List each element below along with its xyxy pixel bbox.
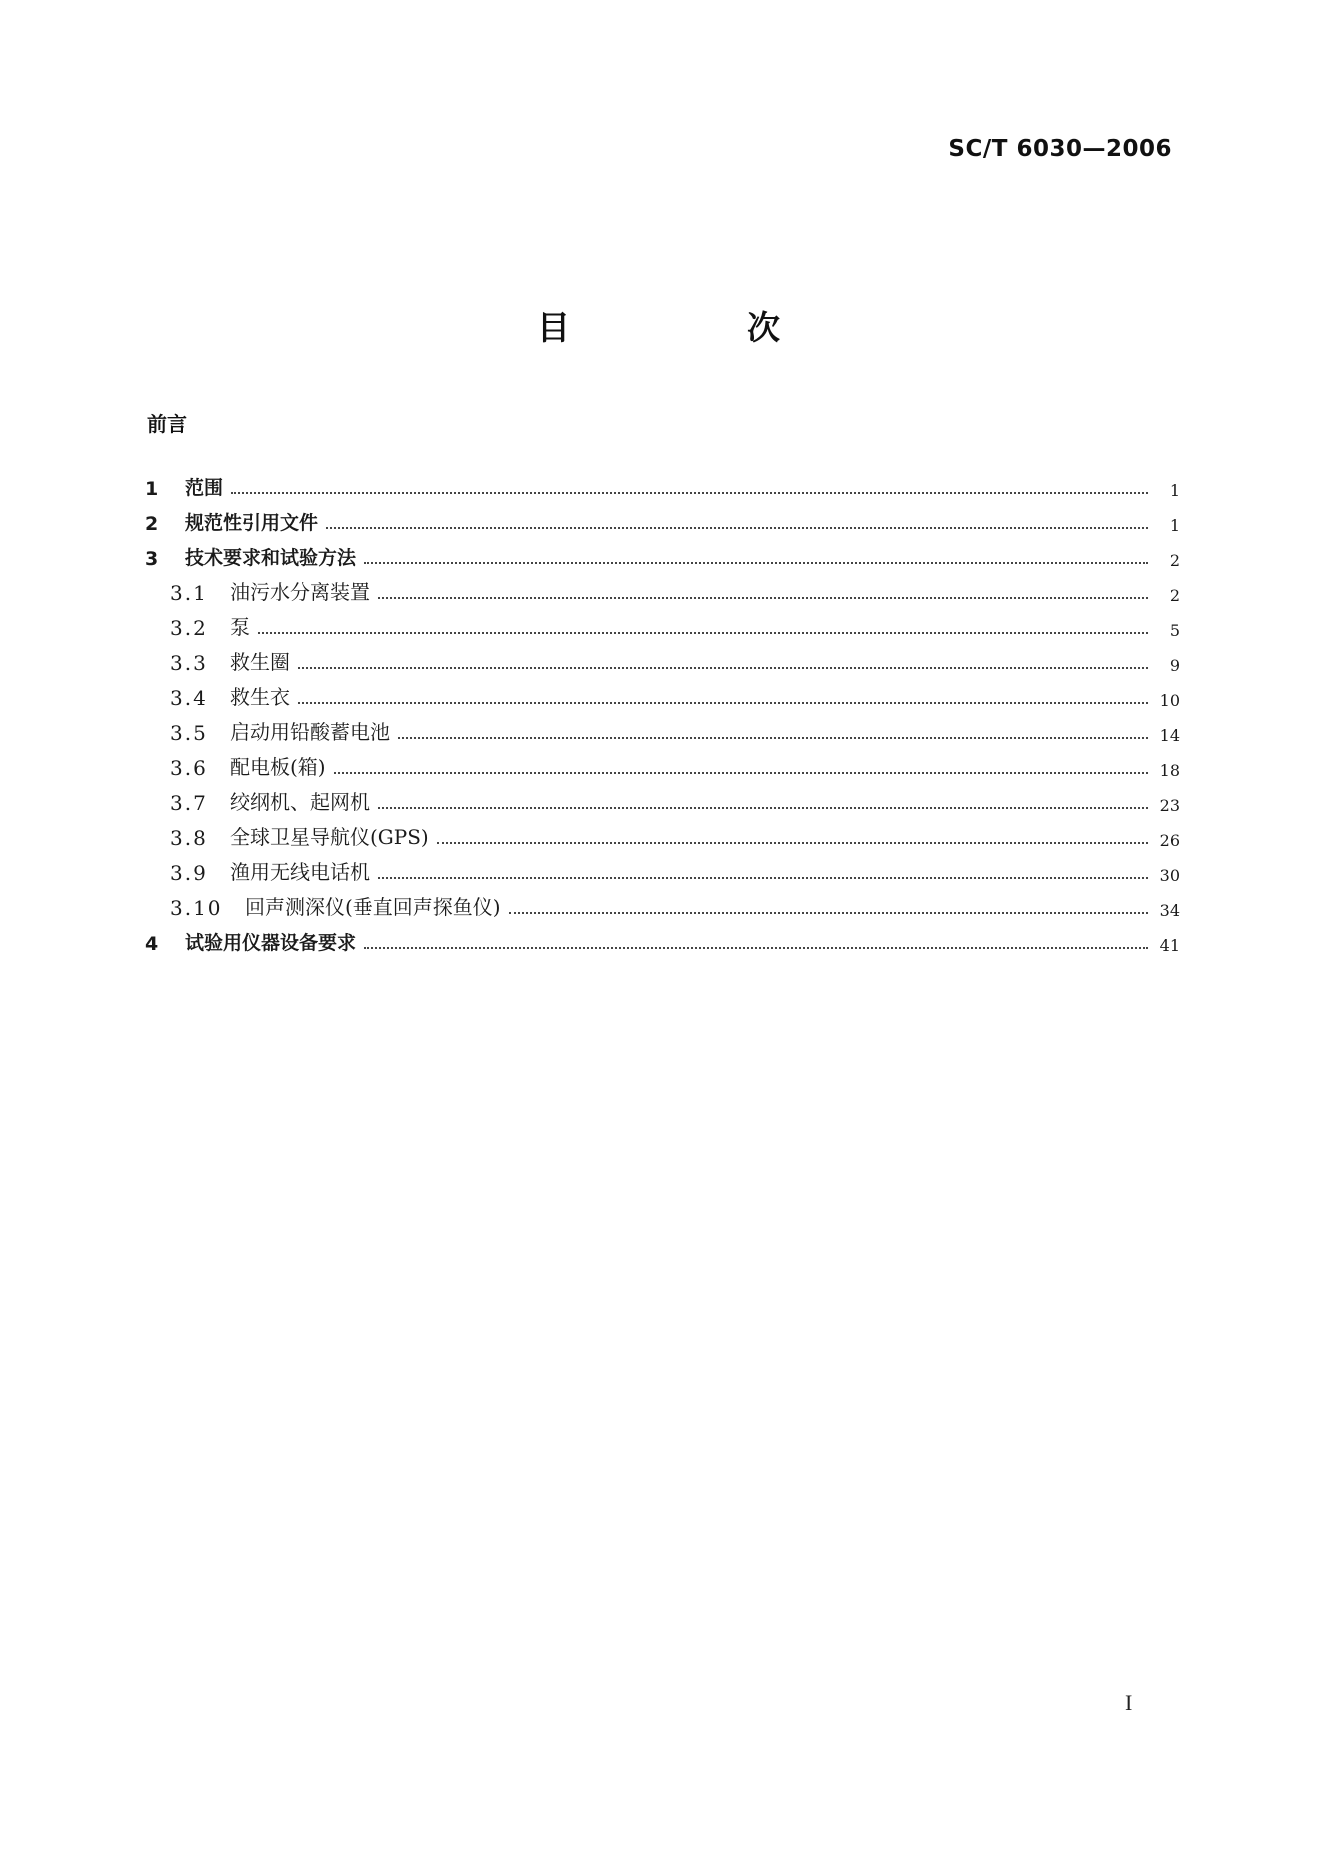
toc-entry [145,890,1180,920]
toc-title: 目 次 [537,308,852,347]
toc-entry-number: 3.1 [170,581,208,605]
toc-entry-page: 34 [1159,901,1180,920]
toc-entry-number: 3.4 [170,686,208,710]
toc-entry-page: 41 [1159,936,1180,955]
toc-entry [145,820,1180,850]
toc-entry-number: 3.10 [170,896,223,920]
toc-entry-page: 14 [1159,726,1180,745]
toc-entry-number: 3.8 [170,826,208,850]
toc-entry-page: 5 [1169,621,1180,640]
toc-entry-page: 30 [1159,866,1180,885]
toc-entry-label: 油污水分离装置 [230,580,370,604]
toc-entry-page: 9 [1169,656,1180,675]
toc-entry-label: 技术要求和试验方法 [185,547,357,569]
toc-entry [145,925,1180,955]
toc-entry-label: 规范性引用文件 [185,512,319,534]
toc-entry-page: 26 [1159,831,1180,850]
toc-entry [145,645,1180,675]
toc-entry-label: 全球卫星导航仪(GPS) [230,825,429,849]
toc-entry-number: 3.7 [170,791,208,815]
toc-entry [145,785,1180,815]
toc-entry-page: 23 [1159,796,1180,815]
toc-entry-number: 2 [145,513,159,535]
toc-entry [145,610,1180,640]
toc-entry [145,855,1180,885]
toc-entry-number: 3.9 [170,861,208,885]
toc-entry [145,680,1180,710]
toc-entry-number: 1 [145,478,159,500]
toc-entry-page: 18 [1159,761,1180,780]
toc-entry-label: 范围 [185,477,224,499]
standard-code: SC/T 6030—2006 [948,136,1172,162]
toc-entry [145,750,1180,780]
toc-entry-page: 2 [1169,551,1180,570]
dot-leader [437,842,1148,844]
toc-entry [145,470,1180,500]
dot-leader [378,807,1148,809]
toc-entry-label: 配电板(箱) [230,755,326,779]
toc-entry-label: 试验用仪器设备要求 [185,932,357,954]
toc-preface: 前言 [147,412,187,436]
toc-entry-label: 渔用无线电话机 [230,860,370,884]
dot-leader [398,737,1148,739]
toc-entry-page: 2 [1169,586,1180,605]
toc-entry-page: 10 [1159,691,1180,710]
toc-entry-page: 1 [1169,516,1180,535]
toc-entry-number: 4 [145,933,159,955]
dot-leader [298,667,1148,669]
toc-entry-label: 绞纲机、起网机 [230,790,370,814]
dot-leader [364,947,1148,949]
page-number: I [1125,1690,1133,1715]
toc-entry [145,715,1180,745]
toc-entry-label: 救生衣 [230,685,290,709]
dot-leader [326,527,1148,529]
toc-entry-number: 3.2 [170,616,208,640]
dot-leader [509,912,1148,914]
toc-entry [145,505,1180,535]
dot-leader [258,632,1148,634]
toc-entry-page: 1 [1169,481,1180,500]
toc-entry-number: 3 [145,548,159,570]
dot-leader [231,492,1148,494]
dot-leader [334,772,1148,774]
toc-entry-number: 3.5 [170,721,208,745]
dot-leader [364,562,1148,564]
toc-entry-number: 3.3 [170,651,208,675]
dot-leader [378,877,1148,879]
toc-entry [145,575,1180,605]
toc-entry-label: 启动用铅酸蓄电池 [230,720,390,744]
dot-leader [298,702,1148,704]
dot-leader [378,597,1148,599]
toc-entry-label: 救生圈 [230,650,290,674]
toc-entry-number: 3.6 [170,756,208,780]
toc-entry [145,540,1180,570]
toc-entry-label: 泵 [230,615,250,639]
toc-entry-label: 回声测深仪(垂直回声探鱼仪) [245,895,501,919]
